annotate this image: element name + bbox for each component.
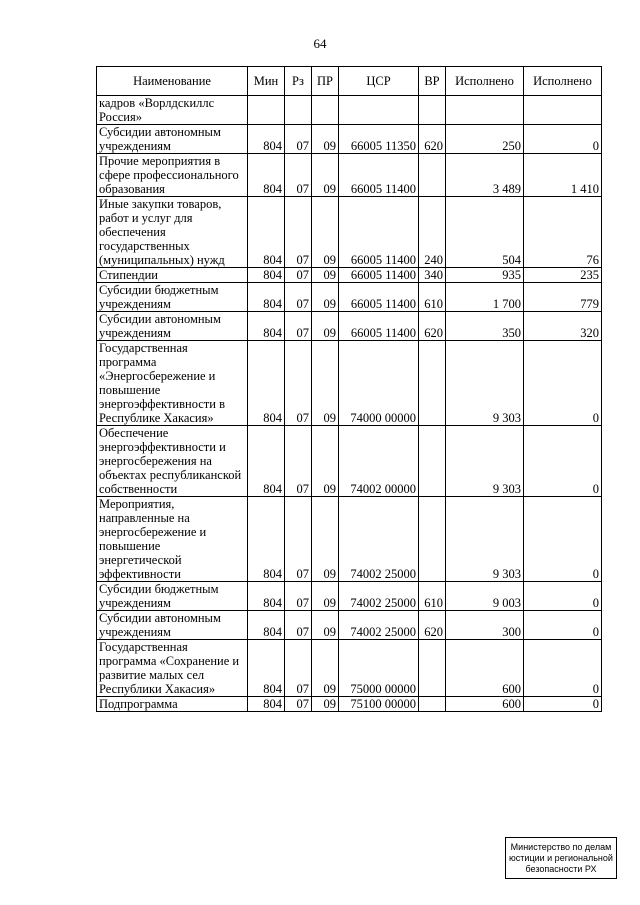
stamp-line: Министерство по делам [510,842,612,852]
row-csr-cell [339,96,419,125]
row-rz-cell: 07 [285,582,312,611]
row-csr-cell: 66005 11400 [339,312,419,341]
row-rz-cell: 07 [285,197,312,268]
row-rz-cell: 07 [285,341,312,426]
row-vr-cell: 340 [419,268,446,283]
row-executed-1-cell: 504 [446,197,524,268]
header-csr: ЦСР [339,67,419,96]
row-min-cell [248,96,285,125]
row-name-cell: кадров «Ворлдскиллс Россия» [97,96,248,125]
row-executed-1-cell: 300 [446,611,524,640]
header-rz: Рз [285,67,312,96]
row-executed-2-cell: 235 [524,268,602,283]
row-executed-1-cell [446,96,524,125]
table-row [97,197,602,268]
stamp-line: безопасности РХ [525,864,597,874]
row-min-cell: 804 [248,697,285,712]
table-header-row [97,67,602,96]
table-row [97,697,602,712]
row-vr-cell [419,341,446,426]
row-min-cell: 804 [248,125,285,154]
row-pr-cell: 09 [312,426,339,497]
row-rz-cell: 07 [285,283,312,312]
table-row [97,312,602,341]
row-rz-cell: 07 [285,312,312,341]
row-executed-1-cell: 9 303 [446,426,524,497]
row-name-cell: Подпрограмма [97,697,248,712]
budget-table [96,66,602,712]
row-pr-cell: 09 [312,697,339,712]
table-row [97,582,602,611]
row-name-cell: Государственная программа «Энергосбережение и повышение энергоэффективности в Республике Хакасия» [97,341,248,426]
table-row [97,640,602,697]
row-vr-cell [419,640,446,697]
row-pr-cell [312,96,339,125]
row-min-cell: 804 [248,268,285,283]
row-vr-cell: 620 [419,125,446,154]
row-vr-cell: 620 [419,611,446,640]
row-executed-1-cell: 9 303 [446,341,524,426]
header-min: Мин [248,67,285,96]
row-min-cell: 804 [248,497,285,582]
row-csr-cell: 74002 25000 [339,497,419,582]
row-executed-2-cell: 320 [524,312,602,341]
row-min-cell: 804 [248,582,285,611]
row-min-cell: 804 [248,197,285,268]
row-name-cell: Прочие мероприятия в сфере профессионального образования [97,154,248,197]
table-row [97,426,602,497]
row-executed-1-cell: 935 [446,268,524,283]
row-rz-cell: 07 [285,426,312,497]
row-min-cell: 804 [248,283,285,312]
row-csr-cell: 75000 00000 [339,640,419,697]
row-name-cell: Субсидии автономным учреждениям [97,312,248,341]
row-min-cell: 804 [248,611,285,640]
header-vr: ВР [419,67,446,96]
table-row [97,283,602,312]
row-name-cell: Иные закупки товаров, работ и услуг для обеспечения государственных (муниципальных) нужд [97,197,248,268]
row-executed-2-cell: 0 [524,582,602,611]
row-executed-2-cell: 1 410 [524,154,602,197]
row-name-cell: Мероприятия, направленные на энергосбережение и повышение энергетической эффективности [97,497,248,582]
row-pr-cell: 09 [312,268,339,283]
row-csr-cell: 74002 25000 [339,582,419,611]
row-rz-cell: 07 [285,611,312,640]
row-csr-cell: 75100 00000 [339,697,419,712]
row-min-cell: 804 [248,426,285,497]
table-row [97,125,602,154]
row-min-cell: 804 [248,341,285,426]
row-rz-cell [285,96,312,125]
row-executed-2-cell [524,96,602,125]
row-csr-cell: 66005 11400 [339,154,419,197]
row-vr-cell [419,426,446,497]
row-rz-cell: 07 [285,268,312,283]
row-executed-2-cell: 779 [524,283,602,312]
row-pr-cell: 09 [312,582,339,611]
row-csr-cell: 66005 11350 [339,125,419,154]
row-csr-cell: 66005 11400 [339,268,419,283]
row-rz-cell: 07 [285,697,312,712]
table-row [97,96,602,125]
row-pr-cell: 09 [312,283,339,312]
header-pr: ПР [312,67,339,96]
row-vr-cell [419,497,446,582]
page-number: 64 [313,36,327,51]
row-vr-cell [419,96,446,125]
table-body [97,96,602,712]
row-min-cell: 804 [248,312,285,341]
stamp-line: юстиции и региональной [509,853,613,863]
row-min-cell: 804 [248,154,285,197]
row-pr-cell: 09 [312,154,339,197]
row-executed-1-cell: 350 [446,312,524,341]
row-pr-cell: 09 [312,312,339,341]
row-executed-2-cell: 0 [524,426,602,497]
row-rz-cell: 07 [285,154,312,197]
table-row [97,341,602,426]
row-executed-2-cell: 0 [524,125,602,154]
row-executed-1-cell: 600 [446,640,524,697]
row-pr-cell: 09 [312,640,339,697]
row-pr-cell: 09 [312,341,339,426]
row-min-cell: 804 [248,640,285,697]
row-csr-cell: 66005 11400 [339,197,419,268]
row-csr-cell: 74002 00000 [339,426,419,497]
row-rz-cell: 07 [285,125,312,154]
row-executed-2-cell: 0 [524,697,602,712]
row-executed-1-cell: 250 [446,125,524,154]
row-executed-2-cell: 0 [524,497,602,582]
row-vr-cell [419,697,446,712]
row-executed-1-cell: 9 303 [446,497,524,582]
row-csr-cell: 66005 11400 [339,283,419,312]
row-executed-2-cell: 76 [524,197,602,268]
row-name-cell: Стипендии [97,268,248,283]
row-name-cell: Обеспечение энергоэффективности и энергосбережения на объектах республиканской собственности [97,426,248,497]
row-executed-2-cell: 0 [524,341,602,426]
row-pr-cell: 09 [312,197,339,268]
row-pr-cell: 09 [312,497,339,582]
row-vr-cell: 610 [419,283,446,312]
row-name-cell: Субсидии автономным учреждениям [97,125,248,154]
ministry-stamp [505,837,617,879]
row-vr-cell: 620 [419,312,446,341]
table-row [97,611,602,640]
row-executed-2-cell: 0 [524,640,602,697]
row-vr-cell: 240 [419,197,446,268]
row-vr-cell [419,154,446,197]
row-name-cell: Государственная программа «Сохранение и развитие малых сел Республики Хакасия» [97,640,248,697]
header-executed-1: Исполнено [446,67,524,96]
row-csr-cell: 74002 25000 [339,611,419,640]
row-executed-2-cell: 0 [524,611,602,640]
row-executed-1-cell: 1 700 [446,283,524,312]
row-executed-1-cell: 9 003 [446,582,524,611]
row-vr-cell: 610 [419,582,446,611]
row-name-cell: Субсидии автономным учреждениям [97,611,248,640]
row-rz-cell: 07 [285,640,312,697]
row-executed-1-cell: 600 [446,697,524,712]
row-pr-cell: 09 [312,611,339,640]
header-executed-2: Исполнено [524,67,602,96]
table-row [97,497,602,582]
row-executed-1-cell: 3 489 [446,154,524,197]
row-csr-cell: 74000 00000 [339,341,419,426]
header-name: Наименование [97,67,248,96]
row-pr-cell: 09 [312,125,339,154]
table-row [97,268,602,283]
row-name-cell: Субсидии бюджетным учреждениям [97,582,248,611]
table-row [97,154,602,197]
row-name-cell: Субсидии бюджетным учреждениям [97,283,248,312]
row-rz-cell: 07 [285,497,312,582]
